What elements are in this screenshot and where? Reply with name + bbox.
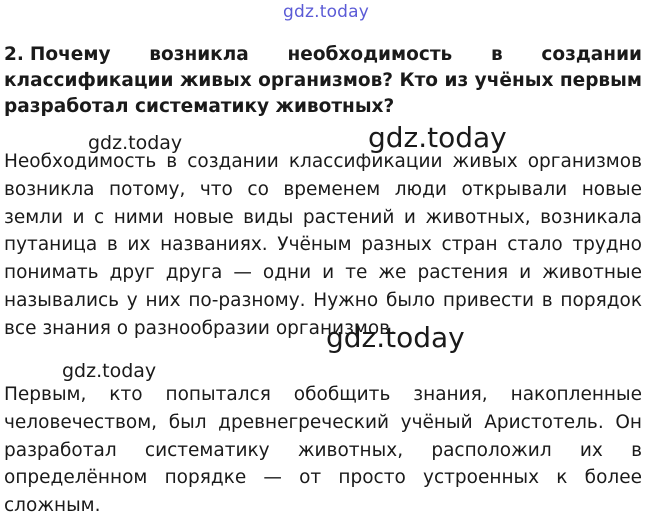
watermark-large-2: gdz.today	[326, 321, 465, 354]
watermark-top: gdz.today	[283, 2, 370, 22]
question-heading	[4, 42, 642, 120]
answer-paragraph-2: Первым, кто попытался обобщить знания, накопленные человечеством, был древнегреческий учёный Аристотель. Он разработал систематику животных, расположил их в определённом порядке — от просто устроенных к более сложным.	[4, 384, 642, 517]
watermark-small-1: gdz.today	[88, 132, 183, 154]
watermark-small-2: gdz.today	[62, 360, 157, 382]
question-text: Почему возникла необходимость в создании классификации живых организмов? Кто из учёных первым разработал систематику животных?	[4, 44, 642, 117]
question-number: 2.	[4, 44, 24, 65]
watermark-large-1: gdz.today	[368, 121, 507, 154]
answer-paragraph-1: Необходимость в создании классификации живых организмов возникла потому, что со временем люди открывали новые земли и с ними новые виды растений и животных, возникала путаница в их названиях. Учёным разных стран стало трудно понимать друг друга — одни и те же растения и животные назывались у них по-разному. Нужно было привести в порядок все знания о разнообразии организмов.	[4, 151, 642, 339]
